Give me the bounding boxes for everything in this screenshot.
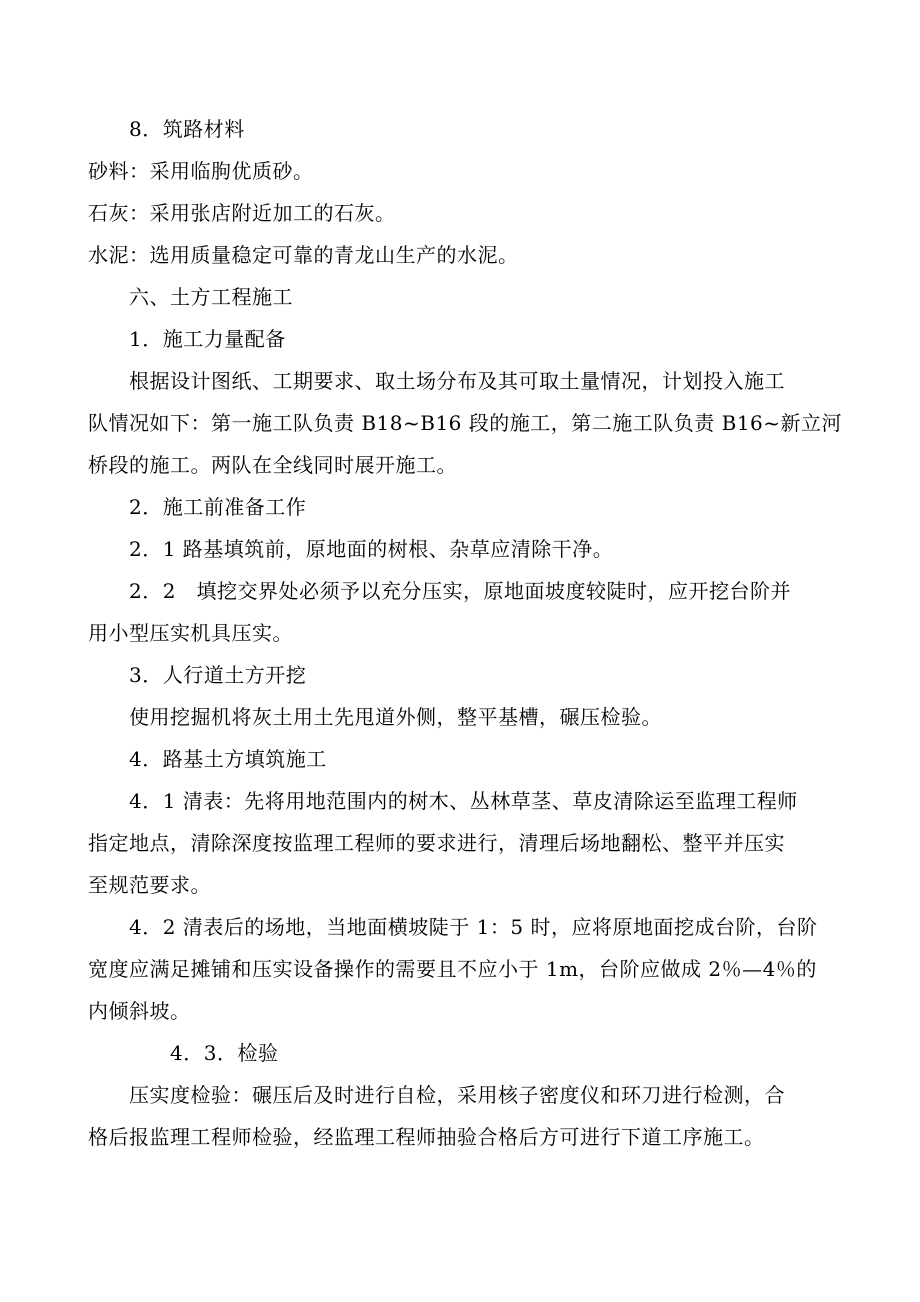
paragraph-line: 队情况如下：第一施工队负责 B18~B16 段的施工，第二施工队负责 B16~新立河 [88, 411, 843, 435]
paragraph-line: 4．1 清表：先将用地范围内的树木、丛林草茎、草皮清除运至监理工程师 [129, 789, 798, 813]
text-lime: 石灰：采用张店附近加工的石灰。 [88, 201, 396, 225]
heading-subgrade-filling: 4．路基土方填筑施工 [129, 747, 327, 771]
heading-inspection: 4．3．检验 [170, 1041, 279, 1065]
heading-sidewalk-excavation: 3．人行道土方开挖 [129, 663, 307, 687]
paragraph-line: 格后报监理工程师检验，经监理工程师抽验合格后方可进行下道工序施工。 [88, 1125, 765, 1149]
heading-earthwork: 六、土方工程施工 [129, 285, 293, 309]
paragraph-line: 用小型压实机具压实。 [88, 621, 293, 645]
text-cement: 水泥：选用质量稳定可靠的青龙山生产的水泥。 [88, 243, 519, 267]
paragraph-line: 使用挖掘机将灰土用土先甩道外侧，整平基槽，碾压检验。 [129, 705, 662, 729]
heading-construction-force: 1．施工力量配备 [129, 327, 286, 351]
paragraph-line: 桥段的施工。两队在全线同时展开施工。 [88, 453, 457, 477]
paragraph-line: 压实度检验：碾压后及时进行自检，采用核子密度仪和环刀进行检测，合 [129, 1083, 785, 1107]
paragraph-line: 根据设计图纸、工期要求、取土场分布及其可取土量情况，计划投入施工 [129, 369, 785, 393]
heading-road-materials: 8．筑路材料 [129, 117, 245, 141]
paragraph-line: 2．1 路基填筑前，原地面的树根、杂草应清除干净。 [129, 537, 614, 561]
paragraph-line: 至规范要求。 [88, 873, 211, 897]
paragraph-line: 4．2 清表后的场地，当地面横坡陡于 1：5 时，应将原地面挖成台阶，台阶 [129, 915, 818, 939]
text-sand: 砂料：采用临朐优质砂。 [88, 159, 314, 183]
paragraph-line: 指定地点，清除深度按监理工程师的要求进行，清理后场地翻松、整平并压实 [88, 831, 785, 855]
paragraph-line: 内倾斜坡。 [88, 999, 191, 1023]
heading-preparation: 2．施工前准备工作 [129, 495, 307, 519]
document-body [88, 108, 843, 1158]
paragraph-line: 宽度应满足摊铺和压实设备操作的需要且不应小于 1m，台阶应做成 2％—4％的 [88, 957, 817, 981]
paragraph-line: 2．2 填挖交界处必须予以充分压实，原地面坡度较陡时，应开挖台阶并 [129, 579, 791, 603]
